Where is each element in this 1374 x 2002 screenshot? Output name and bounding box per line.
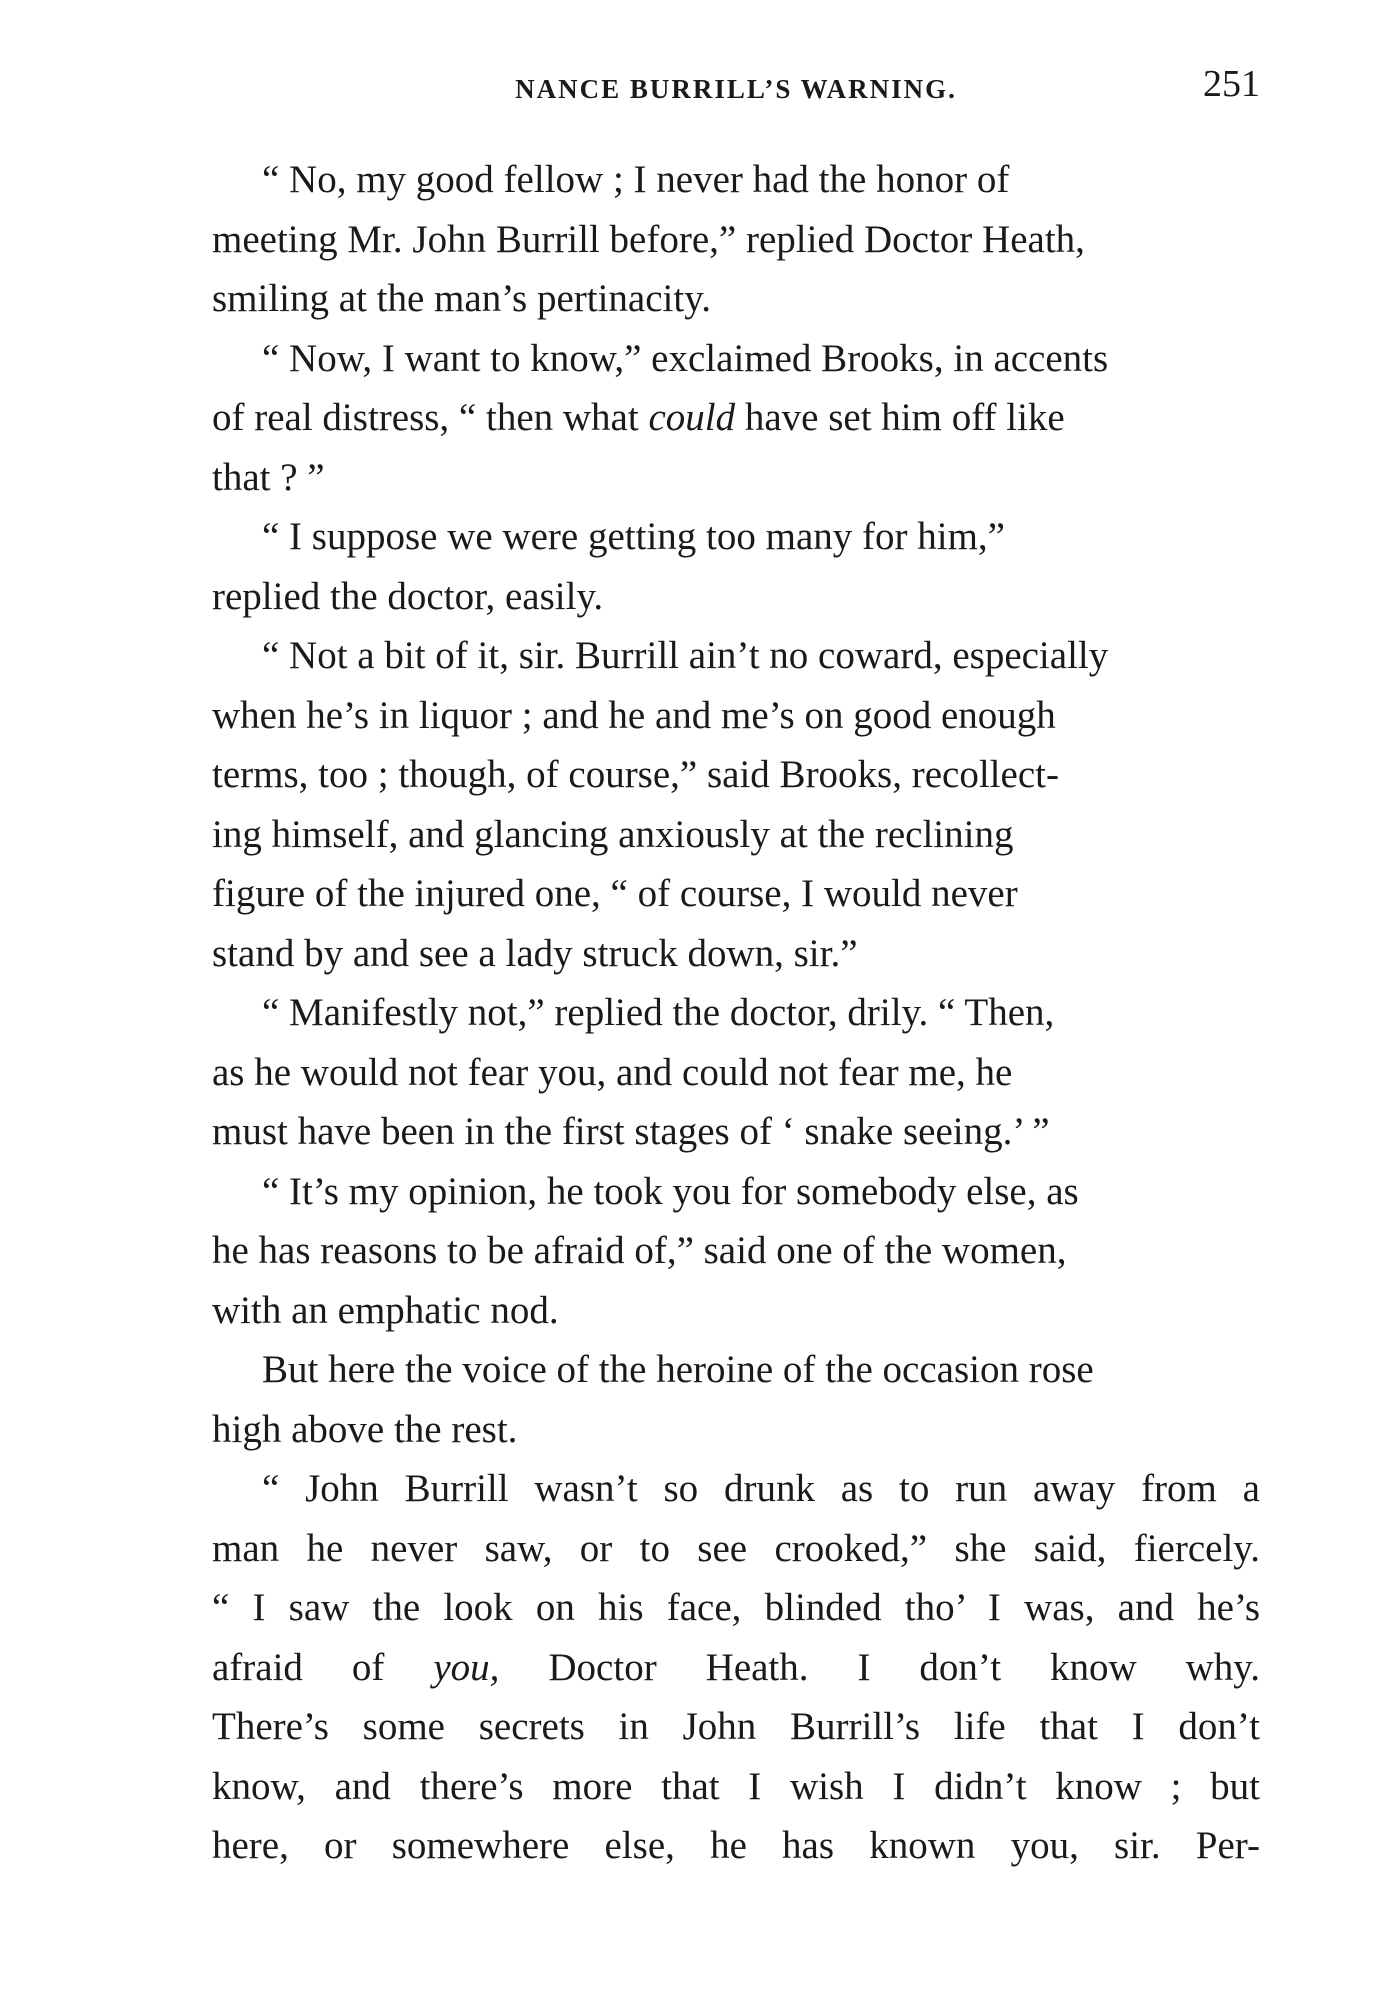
text-line: as he would not fear you, and could not fear me, he	[212, 1050, 1013, 1094]
text-line: “ Not a bit of it, sir. Burrill ain’t no coward, especially	[262, 634, 1109, 677]
text-line-with-italic	[212, 388, 1260, 448]
text-line: “ I saw the look on his face, blinded tho’ I was, and he’s	[212, 1586, 1260, 1629]
text-line: high above the rest.	[212, 1407, 518, 1451]
text-line-with-italic	[212, 1638, 1260, 1698]
text-line: “ No, my good fellow ; I never had the honor of	[262, 158, 1010, 201]
running-head	[212, 62, 1260, 122]
paragraph-2	[212, 329, 1260, 508]
text-line: replied the doctor, easily.	[212, 574, 604, 618]
text-line: “ John Burrill wasn’t so drunk as to run away from a	[262, 1467, 1260, 1510]
text-line: “ It’s my opinion, he took you for somebody else, as	[262, 1169, 1079, 1213]
paragraph-3	[212, 507, 1260, 626]
text-line: “ Manifestly not,” replied the doctor, drily. “ Then,	[262, 991, 1055, 1034]
text-line: terms, too ; though, of course,” said Brooks, recollect-	[212, 753, 1059, 796]
text-line: he has reasons to be afraid of,” said one of the women,	[212, 1229, 1067, 1272]
text-fragment: have set him off like	[744, 396, 1065, 439]
text-line: here, or somewhere else, he has known you, sir. Per-	[212, 1824, 1260, 1867]
text-line: when he’s in liquor ; and he and me’s on good enough	[212, 693, 1056, 737]
text-line: with an emphatic nod.	[212, 1288, 559, 1332]
text-line: that ? ”	[212, 455, 325, 499]
paragraph-8	[212, 1459, 1260, 1876]
page-number: 251	[1203, 63, 1260, 105]
text-line: stand by and see a lady struck down, sir.”	[212, 931, 858, 975]
text-line: meeting Mr. John Burrill before,” replied Doctor Heath,	[212, 217, 1085, 261]
text-line: But here the voice of the heroine of the occasion rose	[262, 1348, 1094, 1391]
text-fragment: Doctor Heath. I don’t know why.	[548, 1645, 1261, 1689]
body-text	[212, 150, 1260, 1876]
text-line: smiling at the man’s pertinacity.	[212, 277, 711, 320]
text-line: must have been in the first stages of ‘ snake seeing.’ ”	[212, 1110, 1050, 1153]
italic-word: could	[648, 396, 736, 439]
paragraph-6	[212, 1162, 1260, 1341]
italic-word: you,	[433, 1645, 500, 1689]
text-line: There’s some secrets in John Burrill’s life that I don’t	[212, 1705, 1260, 1748]
text-fragment: afraid of	[212, 1645, 385, 1689]
paragraph-7	[212, 1340, 1260, 1459]
paragraph-4	[212, 626, 1260, 983]
text-line: figure of the injured one, “ of course, I would never	[212, 872, 1018, 915]
paragraph-1	[212, 150, 1260, 329]
running-head-title: NANCE BURRILL’S WARNING.	[515, 74, 957, 104]
text-line: know, and there’s more that I wish I didn’t know ; but	[212, 1764, 1260, 1808]
paragraph-5	[212, 983, 1260, 1162]
text-line: “ Now, I want to know,” exclaimed Brooks, in accents	[262, 336, 1109, 380]
text-line: ing himself, and glancing anxiously at the reclining	[212, 812, 1014, 856]
text-line: man he never saw, or to see crooked,” she said, fiercely.	[212, 1526, 1260, 1570]
text-line: “ I suppose we were getting too many for him,”	[262, 515, 1005, 558]
text-fragment: of real distress, “ then what	[212, 396, 639, 439]
